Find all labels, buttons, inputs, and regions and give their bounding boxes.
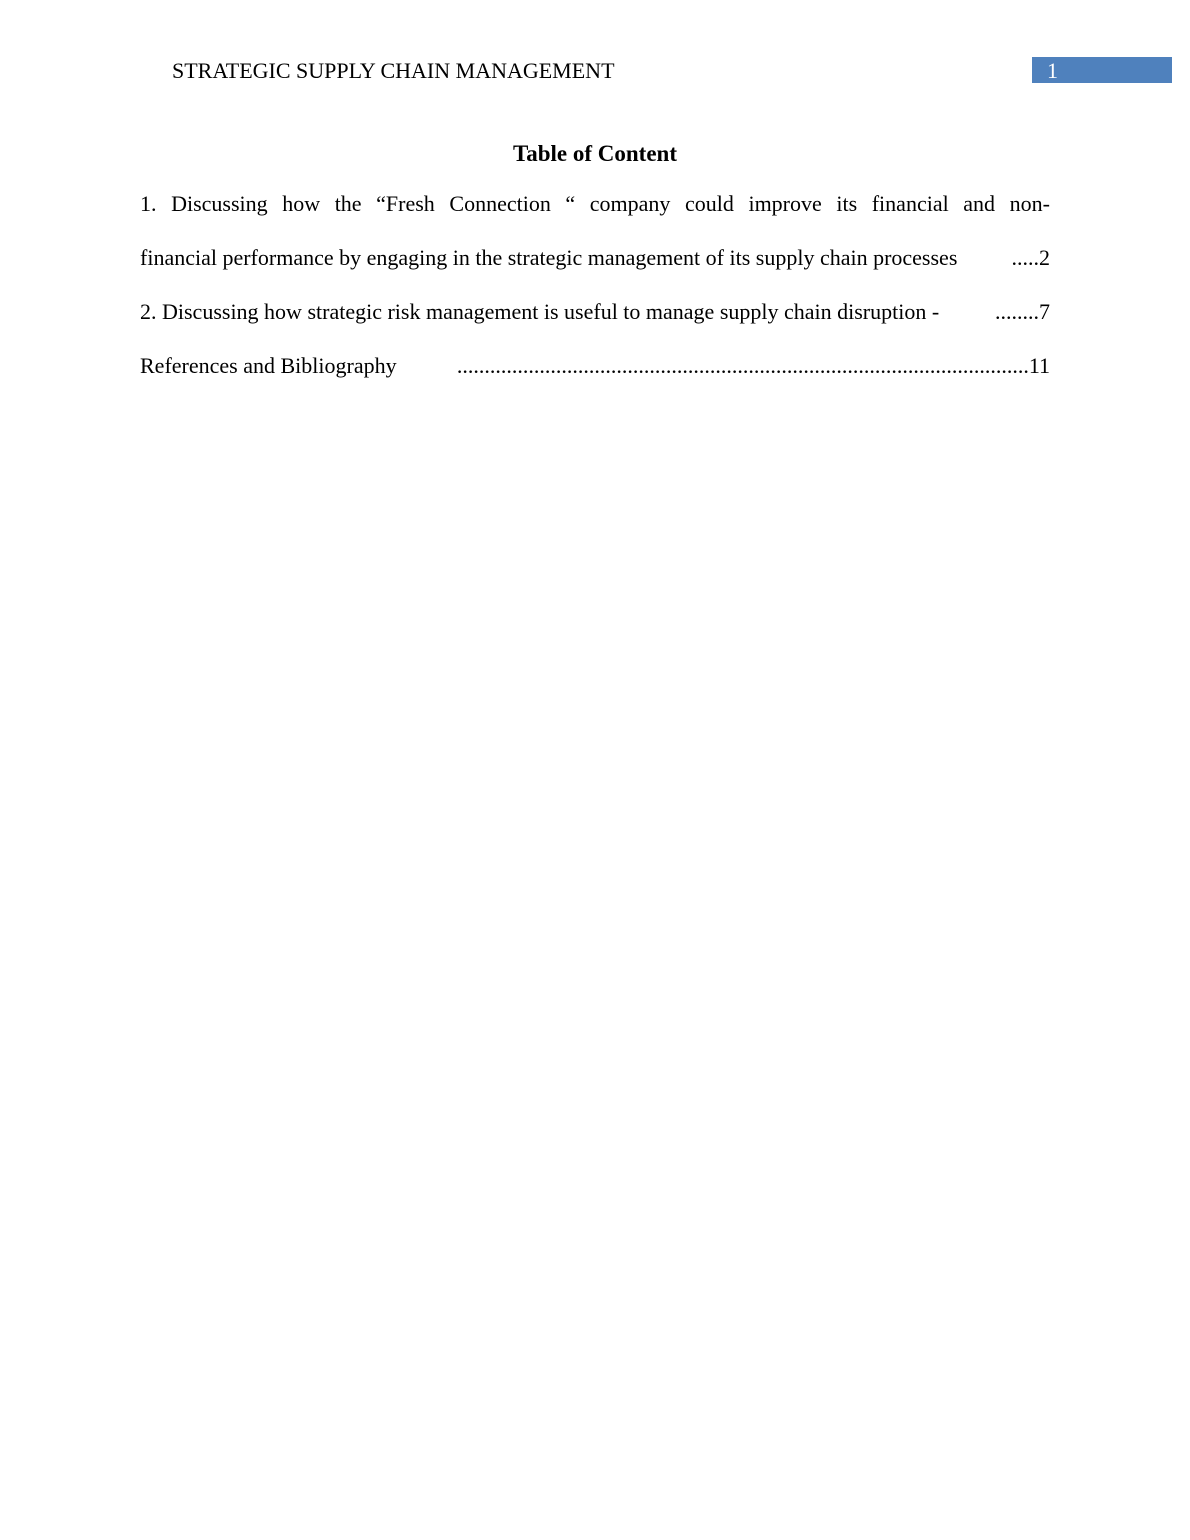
toc-word: its xyxy=(836,191,858,216)
toc-entry-page xyxy=(457,349,1050,383)
toc-entry-3[interactable] xyxy=(140,349,1050,403)
toc-word: the xyxy=(334,191,362,216)
toc-entry-text: financial performance by engaging in the strategic management of its supply chain processes xyxy=(140,245,958,270)
toc-entry-text: 2. Discussing how strategic risk management is useful to manage supply chain disruption - xyxy=(140,299,940,324)
toc-word: Discussing xyxy=(171,191,268,216)
toc-word: Connection xyxy=(449,191,551,216)
toc-word: company xyxy=(589,191,671,216)
toc-word: improve xyxy=(748,191,822,216)
toc-leader-dots: ..... xyxy=(1011,245,1039,270)
toc-entry-2[interactable] xyxy=(140,295,1050,349)
toc-entry-1-line-1[interactable] xyxy=(140,187,1050,241)
toc-word: could xyxy=(684,191,734,216)
toc-heading: Table of Content xyxy=(513,141,677,166)
toc-leader-dots: ........ xyxy=(995,299,1039,324)
toc-page-number: 2 xyxy=(1039,245,1050,270)
page-number: 1 xyxy=(1047,58,1058,83)
toc-entry-page xyxy=(995,295,1050,329)
toc-entry-1-line-2[interactable] xyxy=(140,241,1050,295)
toc-word: how xyxy=(282,191,321,216)
toc-word: “Fresh xyxy=(376,191,435,216)
toc-word: “ xyxy=(565,191,576,216)
toc-word: 1. xyxy=(140,191,157,216)
toc-page-number: 7 xyxy=(1039,299,1050,324)
toc-word: financial xyxy=(871,191,949,216)
table-of-contents xyxy=(140,187,1050,403)
toc-page-number: 11 xyxy=(1028,353,1050,378)
toc-word: non- xyxy=(1009,191,1050,216)
running-header-title: STRATEGIC SUPPLY CHAIN MANAGEMENT xyxy=(172,58,615,83)
toc-word: and xyxy=(963,191,996,216)
toc-entry-page xyxy=(1012,241,1051,275)
toc-leader-dots: ........................................................................................................ xyxy=(456,353,1029,378)
page-number-box xyxy=(1032,57,1172,83)
toc-entry-text: References and Bibliography xyxy=(140,353,397,378)
